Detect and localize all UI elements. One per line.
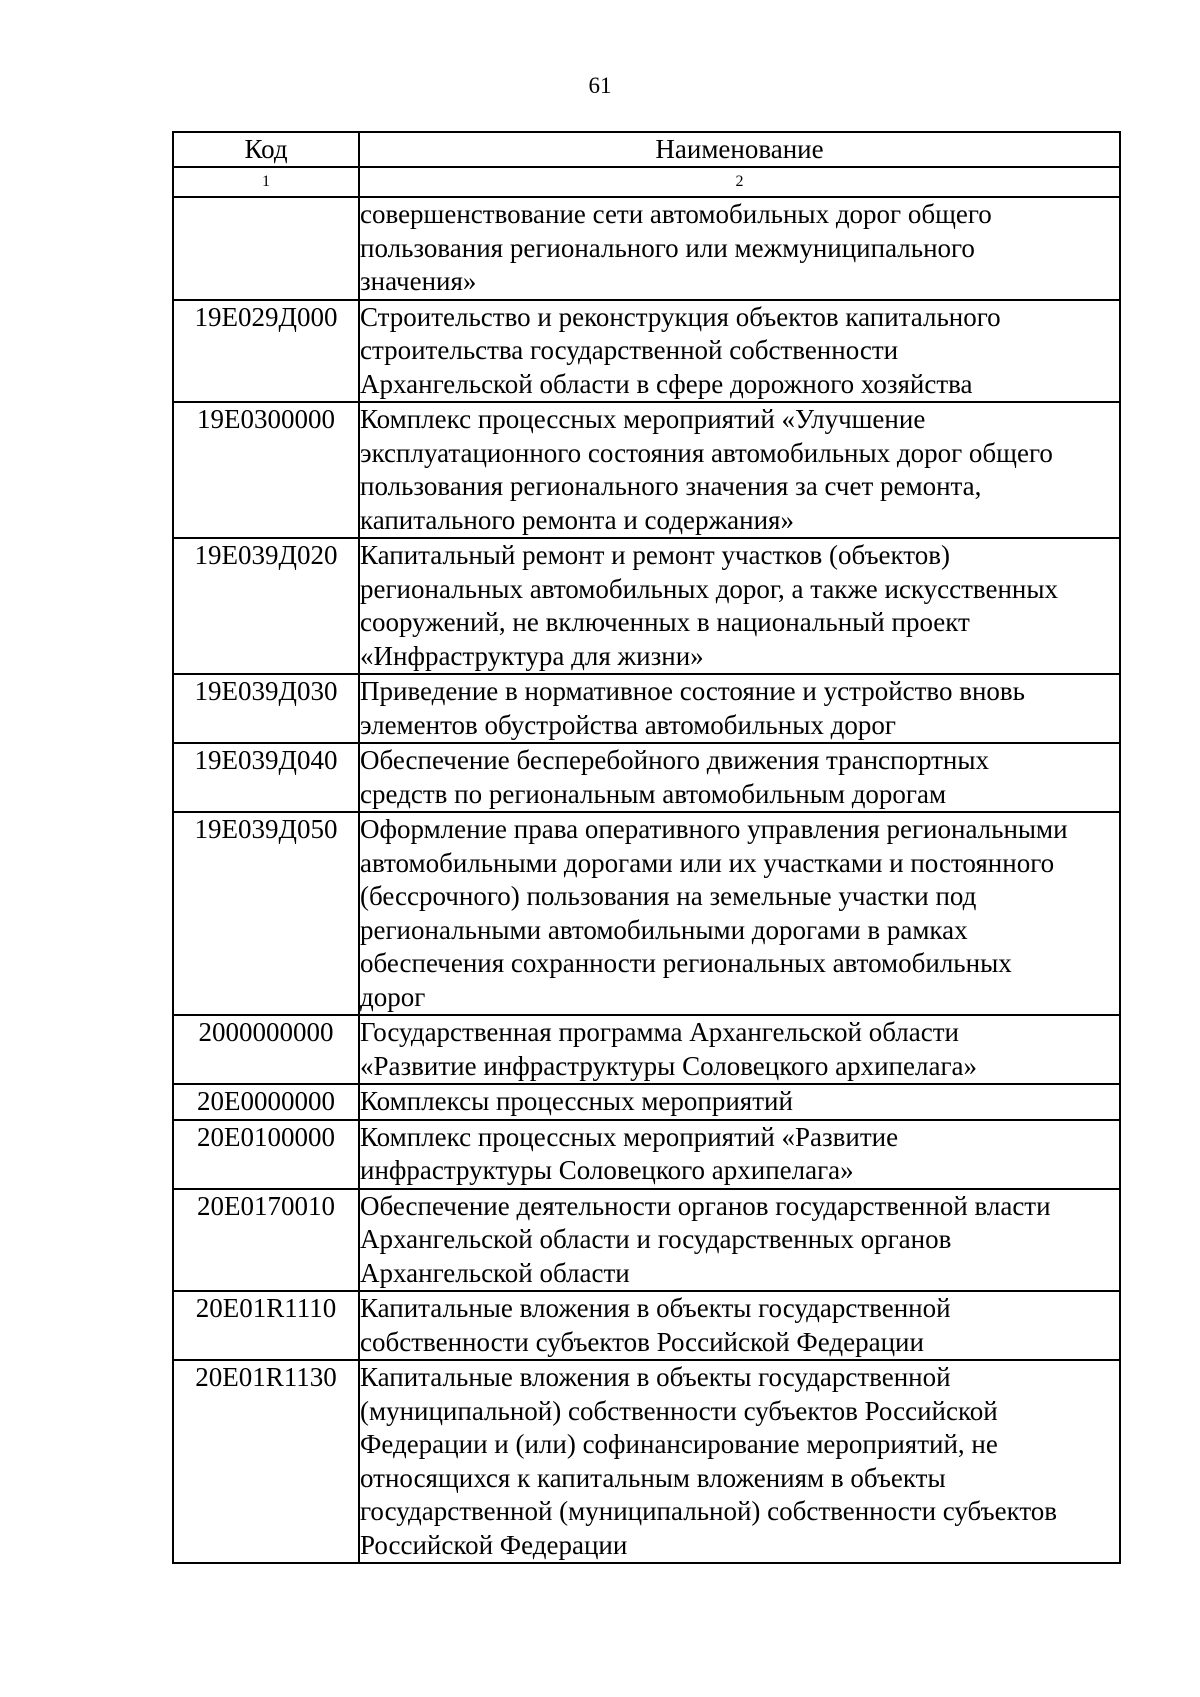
name-line: Капитальные вложения в объекты государственной bbox=[360, 1293, 951, 1323]
name-line: строительства государственной собственности bbox=[360, 335, 899, 365]
code-cell: 19Е039Д050 bbox=[173, 812, 359, 1015]
name-line: автомобильными дорогами или их участками и постоянного bbox=[360, 847, 1055, 878]
code-cell: 19Е039Д030 bbox=[173, 674, 359, 743]
column-number-row bbox=[173, 167, 1120, 197]
name-line: обеспечения сохранности региональных автомобильных bbox=[360, 948, 1012, 978]
name-cell bbox=[359, 743, 1120, 812]
code-cell: 20Е01R1110 bbox=[173, 1291, 359, 1360]
name-line: Обеспечение деятельности органов государственной власти bbox=[360, 1190, 1051, 1221]
name-line: пользования регионального значения за счет ремонта, bbox=[360, 471, 982, 501]
name-line: Комплекс процессных мероприятий «Улучшение bbox=[360, 404, 926, 434]
name-cell bbox=[359, 1360, 1120, 1563]
name-line: значения» bbox=[360, 266, 477, 296]
code-cell: 19Е0300000 bbox=[173, 402, 359, 538]
name-line: Архангельской области в сфере дорожного хозяйства bbox=[360, 368, 973, 399]
name-line: (муниципальной) собственности субъектов Российской bbox=[360, 1395, 998, 1426]
column-number-code: 1 bbox=[173, 167, 359, 197]
name-line: (бессрочного) пользования на земельные участки под bbox=[360, 881, 977, 911]
name-cell bbox=[359, 402, 1120, 538]
name-line: Российской Федерации bbox=[360, 1529, 628, 1560]
code-cell: 20Е01R1130 bbox=[173, 1360, 359, 1563]
name-line: Оформление права оперативного управления региональными bbox=[360, 814, 1068, 844]
code-cell: 19Е039Д040 bbox=[173, 743, 359, 812]
page-number: 61 bbox=[588, 73, 612, 98]
name-line: Федерации и (или) софинансирование мероприятий, не bbox=[360, 1429, 998, 1459]
name-line: средств по региональным автомобильным дорогам bbox=[360, 778, 947, 809]
name-line: Обеспечение бесперебойного движения транспортных bbox=[360, 745, 990, 775]
name-cell bbox=[359, 674, 1120, 743]
name-line: Капитальный ремонт и ремонт участков (объектов) bbox=[360, 540, 950, 570]
header-name: Наименование bbox=[359, 132, 1120, 167]
name-line: региональными автомобильными дорогами в рамках bbox=[360, 914, 968, 945]
name-cell bbox=[359, 300, 1120, 403]
name-line: эксплуатационного состояния автомобильных дорог общего bbox=[360, 437, 1053, 468]
name-line: Комплексы процессных мероприятий bbox=[360, 1086, 793, 1116]
name-line: относящихся к капитальным вложениям в объекты bbox=[360, 1462, 946, 1493]
name-line: Капитальные вложения в объекты государственной bbox=[360, 1362, 951, 1392]
name-line: совершенствование сети автомобильных дорог общего bbox=[360, 199, 992, 229]
header-code: Код bbox=[173, 132, 359, 167]
name-line: Комплекс процессных мероприятий «Развитие bbox=[360, 1121, 899, 1152]
name-line: Архангельской области и государственных органов bbox=[360, 1224, 952, 1254]
budget-code-table bbox=[172, 131, 1121, 1564]
header-row bbox=[173, 132, 1120, 167]
code-cell: 2000000000 bbox=[173, 1015, 359, 1084]
name-line: региональных автомобильных дорог, а также искусственных bbox=[360, 573, 1059, 604]
code-cell: 19Е029Д000 bbox=[173, 300, 359, 403]
name-cell bbox=[359, 1291, 1120, 1360]
column-number-name: 2 bbox=[359, 167, 1120, 197]
code-cell bbox=[173, 197, 359, 300]
table-row bbox=[173, 1360, 1120, 1563]
table-row bbox=[173, 1015, 1120, 1084]
table-body bbox=[173, 197, 1120, 1563]
table-row bbox=[173, 1120, 1120, 1189]
table-row bbox=[173, 300, 1120, 403]
name-cell bbox=[359, 1189, 1120, 1292]
table-row bbox=[173, 1084, 1120, 1120]
name-line: дорог bbox=[360, 981, 426, 1012]
table-row bbox=[173, 1189, 1120, 1292]
name-line: Архангельской области bbox=[360, 1257, 630, 1288]
name-line: Приведение в нормативное состояние и устройство вновь bbox=[360, 676, 1025, 706]
table-row bbox=[173, 812, 1120, 1015]
name-line: Строительство и реконструкция объектов капитального bbox=[360, 301, 1001, 332]
code-cell: 19Е039Д020 bbox=[173, 538, 359, 674]
table-row bbox=[173, 743, 1120, 812]
name-line: инфраструктуры Соловецкого архипелага» bbox=[360, 1155, 854, 1185]
code-cell: 20Е0000000 bbox=[173, 1084, 359, 1120]
name-cell bbox=[359, 197, 1120, 300]
table-row bbox=[173, 538, 1120, 674]
name-line: сооружений, не включенных в национальный проект bbox=[360, 607, 970, 637]
name-cell bbox=[359, 1120, 1120, 1189]
name-line: Государственная программа Архангельской области bbox=[360, 1017, 959, 1047]
name-cell bbox=[359, 1015, 1120, 1084]
table-row bbox=[173, 1291, 1120, 1360]
table-row bbox=[173, 402, 1120, 538]
name-line: «Развитие инфраструктуры Соловецкого архипелага» bbox=[360, 1050, 978, 1081]
table-row bbox=[173, 197, 1120, 300]
name-line: государственной (муниципальной) собственности субъектов bbox=[360, 1496, 1058, 1526]
name-cell bbox=[359, 538, 1120, 674]
name-line: пользования регионального или межмуниципального bbox=[360, 232, 975, 263]
name-line: «Инфраструктура для жизни» bbox=[360, 640, 704, 671]
code-cell: 20Е0100000 bbox=[173, 1120, 359, 1189]
name-line: собственности субъектов Российской Федерации bbox=[360, 1326, 924, 1357]
code-cell: 20Е0170010 bbox=[173, 1189, 359, 1292]
table-row bbox=[173, 674, 1120, 743]
name-cell bbox=[359, 812, 1120, 1015]
name-line: элементов обустройства автомобильных дорог bbox=[360, 709, 896, 740]
name-line: капитального ремонта и содержания» bbox=[360, 504, 794, 535]
name-cell bbox=[359, 1084, 1120, 1120]
